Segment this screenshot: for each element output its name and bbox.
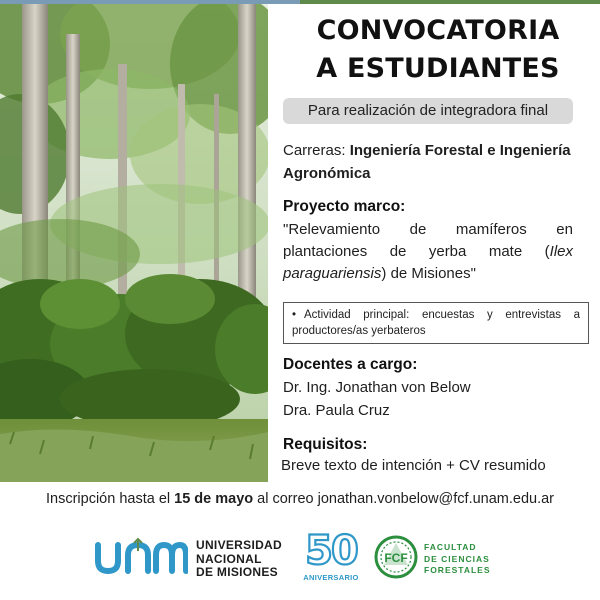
careers-value-1: Ingeniería Forestal e Ingeniería <box>349 142 571 159</box>
project-heading: Proyecto marco: <box>283 198 406 215</box>
page-title <box>282 12 594 88</box>
top-strip-green <box>300 0 600 4</box>
fcf-line-3: FORESTALES <box>424 565 491 575</box>
inscription-date: 15 de mayo <box>174 491 254 507</box>
activity-text: Actividad principal: encuestas y entrevistas a productores/as yerbateros <box>292 309 580 337</box>
project-description <box>283 219 573 285</box>
title-line-2: A ESTUDIANTES <box>316 53 560 84</box>
unam-line-1: UNIVERSIDAD <box>196 538 282 552</box>
fcf-emblem-icon <box>374 535 418 584</box>
careers-block <box>283 139 595 185</box>
careers-value-2: Agronómica <box>283 165 371 182</box>
project-text-a: "Relevamiento de mamíferos en plantaciones de yerba mate ( <box>283 221 573 260</box>
subtitle-pill: Para realización de integradora final <box>283 98 573 124</box>
bullet-icon: • <box>292 309 297 321</box>
fcf-line-2: DE CIENCIAS <box>424 553 490 564</box>
unam-line-2: NACIONAL <box>196 551 262 566</box>
anniversary-label: ANIVERSARIO <box>303 573 359 582</box>
anniversary-number: 50 <box>305 528 357 574</box>
fcf-emblem-text: FCF <box>384 551 408 565</box>
project-text-b: ) de Misiones" <box>381 265 476 282</box>
teachers-heading: Docentes a cargo: <box>283 356 418 373</box>
teacher-name-2: Dra. Paula Cruz <box>283 402 390 419</box>
teacher-name-1: Dr. Ing. Jonathan von Below <box>283 379 471 396</box>
project-species-italic: Ilex paraguariensis <box>283 243 573 282</box>
plantation-photo <box>0 4 268 482</box>
title-line-1: CONVOCATORIA <box>316 15 560 46</box>
fcf-line-1: FACULTAD <box>424 542 477 552</box>
fcf-wordmark <box>424 542 491 577</box>
anniversary-logo <box>300 528 362 582</box>
plantation-illustration <box>0 4 268 482</box>
inscription-email[interactable]: al correo jonathan.vonbelow@fcf.unam.edu.ar <box>253 491 555 507</box>
activity-box <box>283 302 589 344</box>
inscription-prefix: Inscripción hasta el <box>45 491 175 507</box>
activity-item <box>292 307 580 339</box>
unam-line-3: DE MISIONES <box>196 565 278 579</box>
requirements-text: Breve texto de intención + CV resumido <box>281 457 546 474</box>
inscription-line <box>0 491 600 507</box>
requirements-heading: Requisitos: <box>283 436 368 453</box>
unam-logo-icon <box>92 537 188 582</box>
unam-wordmark <box>196 539 282 580</box>
careers-label: Carreras: <box>283 142 350 159</box>
